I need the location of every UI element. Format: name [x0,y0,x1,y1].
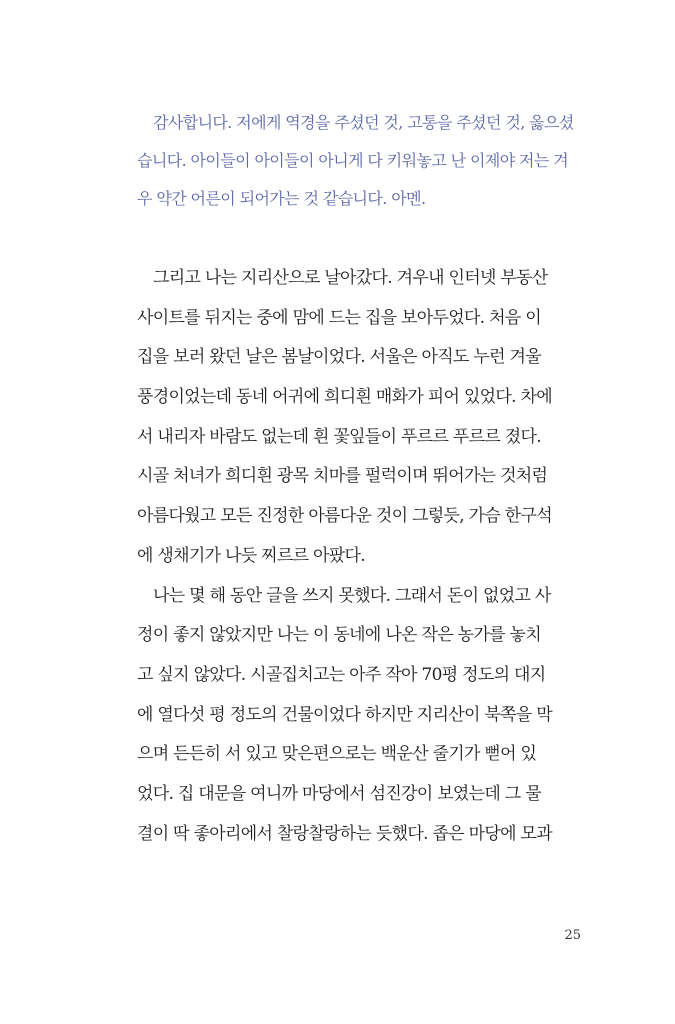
body-line: 시골 처녀가 희디흰 광목 치마를 펄럭이며 뛰어가는 것처럼 [137,466,548,487]
body-line: 그리고 나는 지리산으로 날아갔다. 겨우내 인터넷 부동산 [153,268,548,288]
body-line: 결이 딱 좋아리에서 찰랑찰랑하는 듯했다. 좁은 마당에 모과 [137,823,552,844]
body-line: 에 열다섯 평 정도의 건물이었다 하지만 지리산이 북쪽을 막 [137,704,552,725]
body-line: 었다. 집 대문을 여니까 마당에서 섬진강이 보였는데 그 물 [137,783,541,804]
quote-line: 습니다. 아이들이 아이들이 아니게 다 키워놓고 난 이제야 저는 겨 [137,151,569,170]
body-line: 고 싶지 않았다. 시골집치고는 아주 작아 70평 정도의 대지 [137,664,546,685]
quote-line: 우 약간 어른이 되어가는 것 같습니다. 아멘. [137,189,426,208]
body-line: 사이트를 뒤지는 중에 맘에 드는 집을 보아두었다. 처음 이 [137,307,541,328]
body-line: 풍경이었는데 동네 어귀에 희디흰 매화가 피어 있었다. 차에 [137,387,552,408]
body-line: 아름다웠고 모든 진정한 아름다운 것이 그렇듯, 가슴 한구석 [137,506,552,527]
quote-line: 감사합니다. 저에게 역경을 주셨던 것, 고통을 주셨던 것, 옳으셨 [153,113,574,132]
body-line: 에 생채기가 나듯 찌르르 아팠다. [137,545,365,566]
body-line: 나는 몇 해 동안 글을 쓰지 못했다. 그래서 돈이 없었고 사 [153,585,551,606]
body-line: 으며 든든히 서 있고 맞은편으로는 백운산 줄기가 뻗어 있 [137,744,537,765]
body-paragraphs [137,259,583,854]
body-line: 서 내리자 바람도 없는데 흰 꽃잎들이 푸르르 푸르르 졌다. [137,426,541,447]
page-number: 25 [564,928,581,943]
prayer-quote-block [137,104,583,218]
body-line: 집을 보러 왔던 날은 봄날이었다. 서울은 아직도 누런 겨울 [137,347,541,368]
body-line: 정이 좋지 않았지만 나는 이 동네에 나온 작은 농가를 놓치 [137,625,541,646]
